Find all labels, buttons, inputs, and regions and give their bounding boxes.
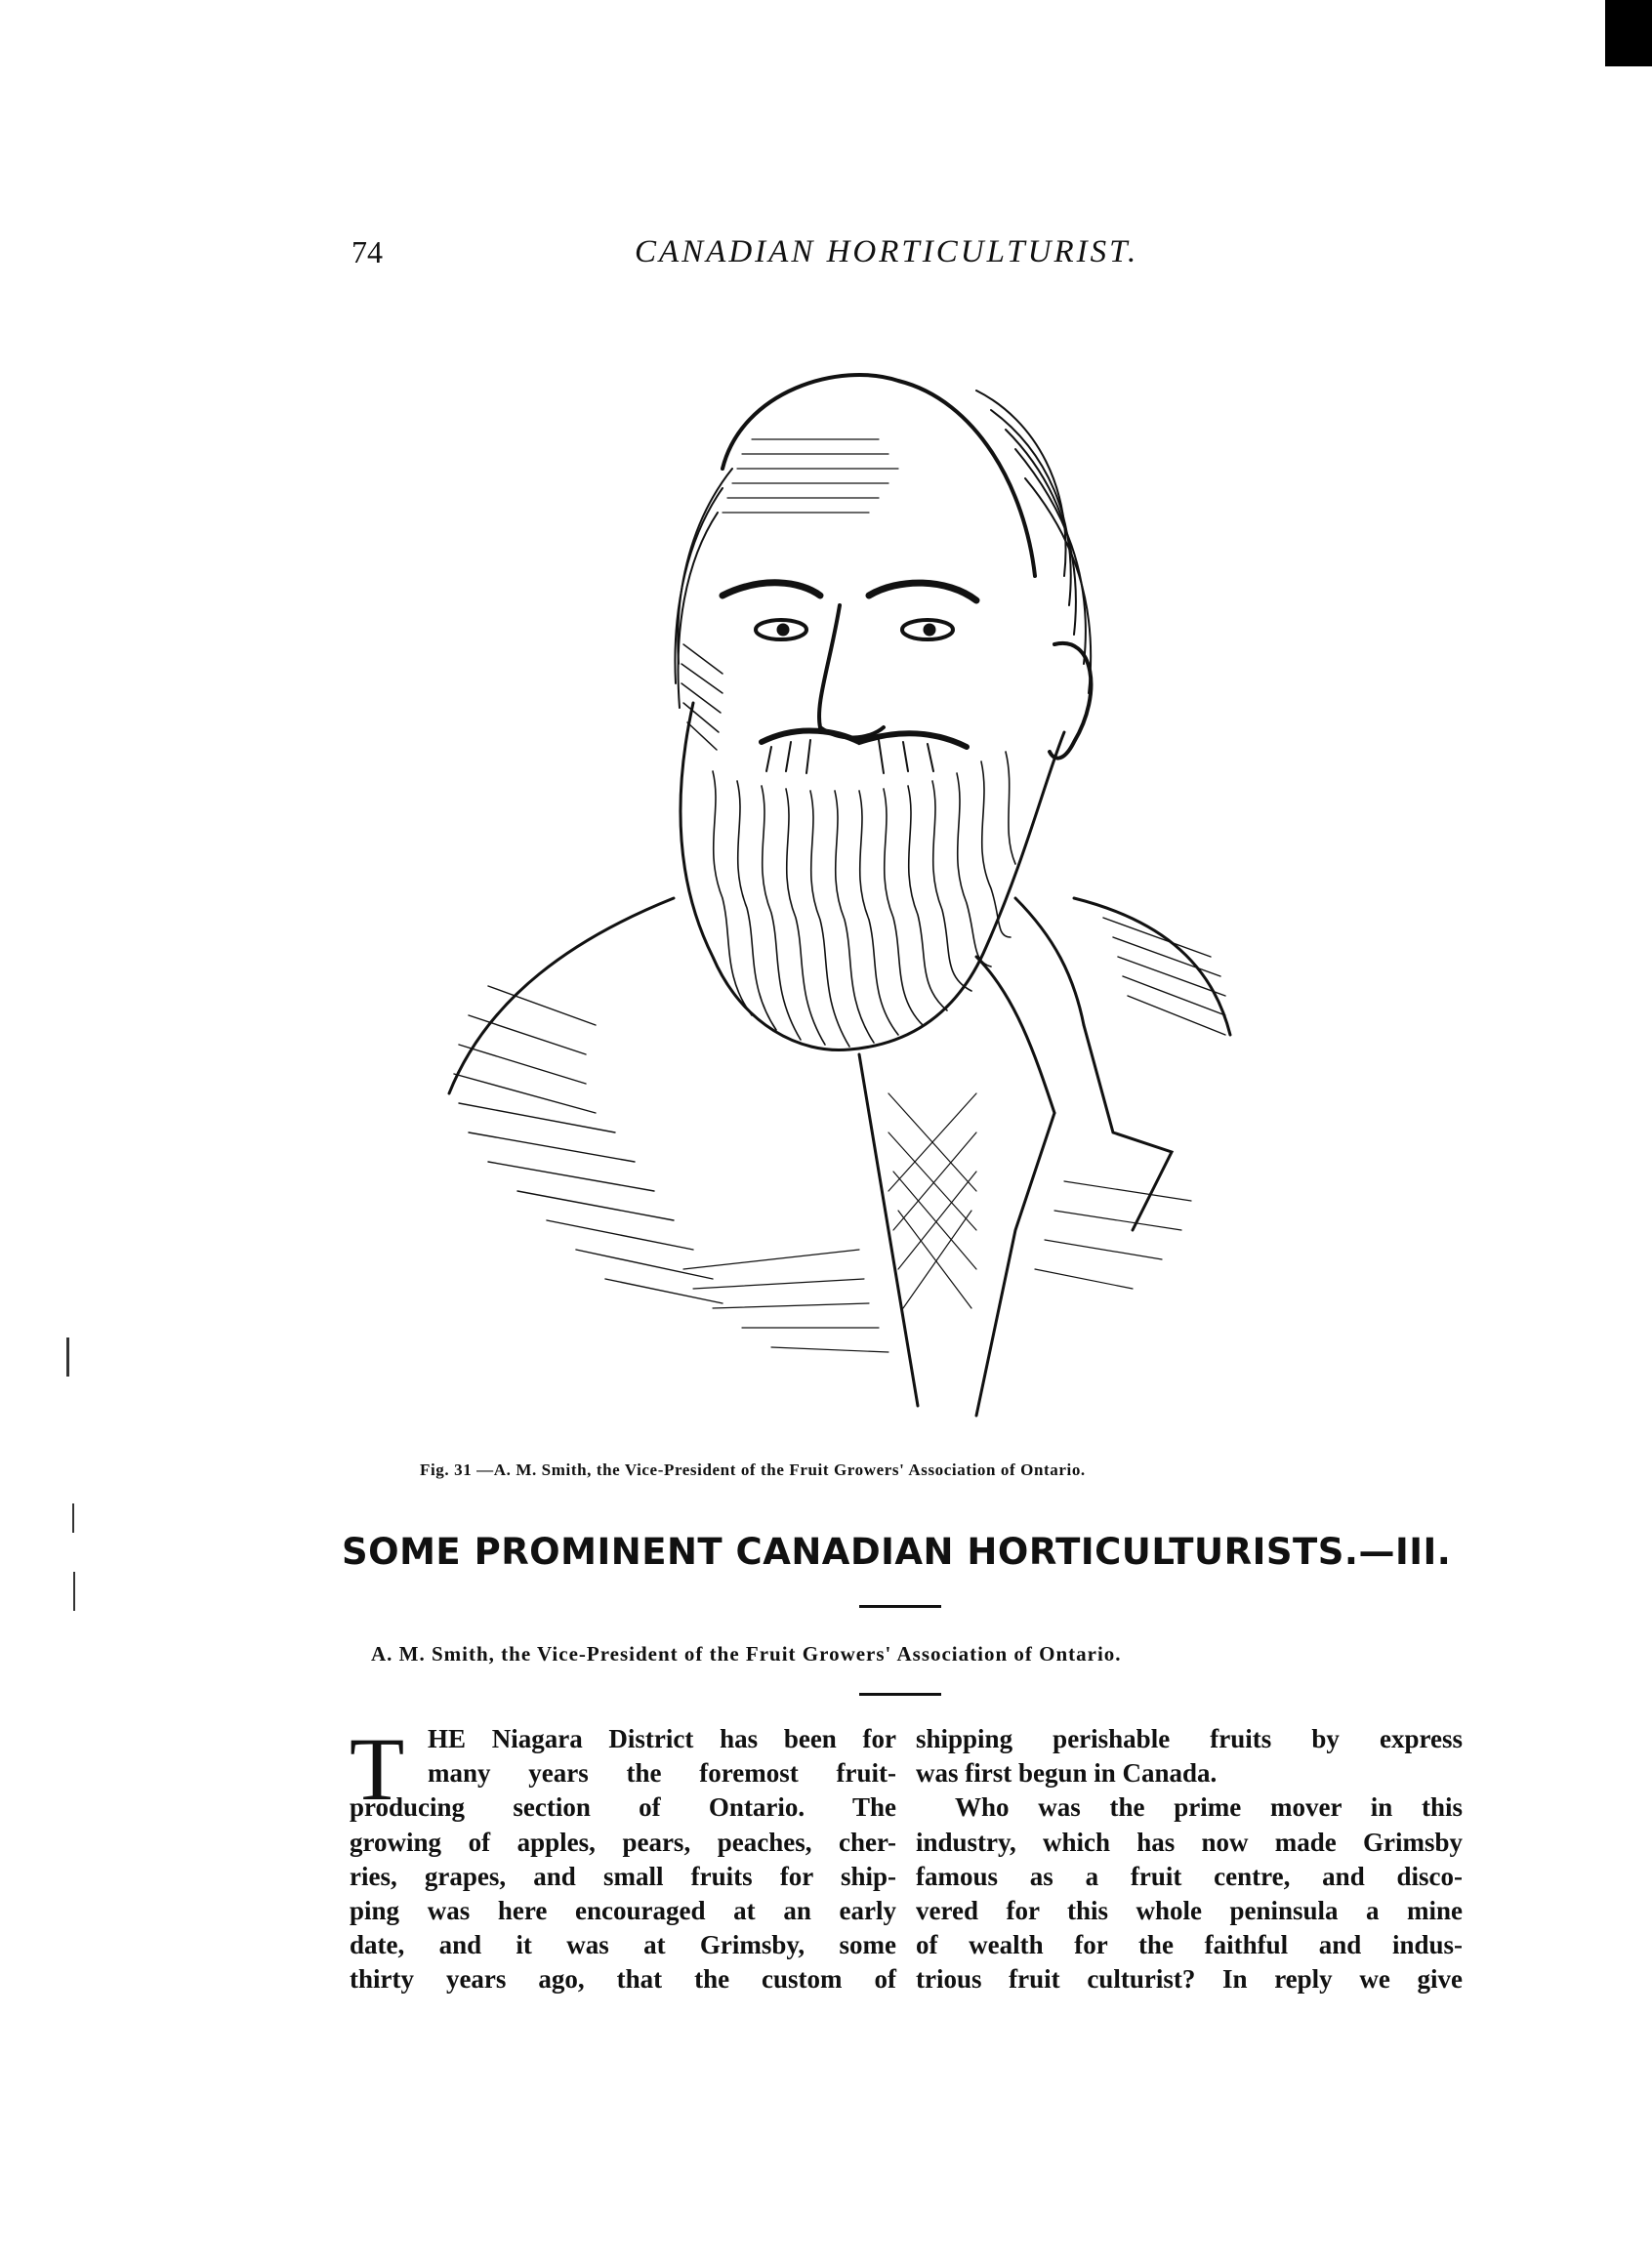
portrait-engraving [430,351,1240,1425]
divider-rule [859,1605,941,1608]
scan-edge-mark [1605,0,1652,66]
running-head [351,234,1162,283]
text-line: thirty years ago, that the custom of [350,1964,896,1995]
text-line: was first begun in Canada. [916,1758,1218,1789]
text-line: date, and it was at Grimsby, some [350,1930,896,1960]
text-line: vered for this whole peninsula a mine [916,1895,1463,1925]
scan-speck [66,1337,69,1377]
article-heading: SOME PROMINENT CANADIAN HORTICULTURISTS.—III. [342,1531,1452,1573]
text-line: of wealth for the faithful and indus- [916,1930,1463,1960]
text-column-right [916,1722,1463,1997]
scan-speck [73,1572,75,1611]
running-title: CANADIAN HORTICULTURIST. [635,234,1139,269]
scan-speck [72,1503,74,1533]
drop-cap: T [350,1719,405,1819]
text-column-left [350,1719,896,1997]
text-line: ping was here encouraged at an early [350,1895,896,1925]
text-line: shipping perishable fruits by express [916,1724,1463,1753]
text-line: Who was the prime mover in this [955,1792,1463,1823]
text-line: growing of apples, pears, peaches, cher- [350,1827,896,1857]
text-line: trious fruit culturist? In reply we give [916,1964,1463,1995]
divider-rule [859,1693,941,1696]
figure-caption: Fig. 31 —A. M. Smith, the Vice-President of the Fruit Growers' Association of Ontario. [420,1461,1086,1479]
text-line: ries, grapes, and small fruits for ship- [350,1861,896,1891]
text-line: HE Niagara District has been for [428,1724,896,1753]
article-subheading: A. M. Smith, the Vice-President of the Fruit Growers' Association of Ontario. [371,1642,1122,1666]
text-line: famous as a fruit centre, and disco- [916,1861,1463,1891]
page-number: 74 [351,234,383,269]
text-line: many years the foremost fruit- [428,1758,896,1789]
text-line: producing section of Ontario. The [350,1792,896,1823]
text-line: industry, which has now made Grimsby [916,1827,1463,1857]
